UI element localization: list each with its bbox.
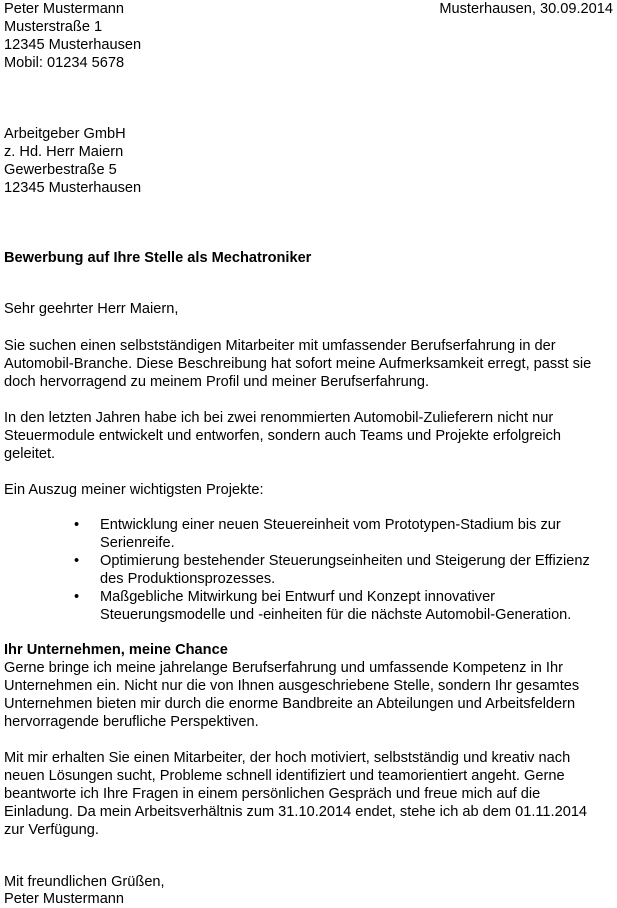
paragraph-line: Sie suchen einen selbstständigen Mitarbeiter mit umfassender Berufserfahrung in der — [4, 338, 556, 354]
sender-city: 12345 Musterhausen — [4, 37, 142, 53]
recipient-street: Gewerbestraße 5 — [4, 162, 117, 178]
paragraph-line: Unternehmen bieten mir durch die enorme Bandbreite an Abteilungen und Arbeitsfeldern — [4, 696, 576, 712]
recipient-company: Arbeitgeber GmbH — [4, 126, 126, 142]
signature-name: Peter Mustermann — [4, 891, 125, 907]
paragraph-line: hervorragende berufliche Perspektiven. — [4, 714, 259, 730]
bullet-icon: • — [74, 517, 80, 533]
list-item-text: Maßgebliche Mitwirkung bei Entwurf und Konzept innovativer — [100, 589, 496, 605]
recipient-city: 12345 Musterhausen — [4, 180, 142, 196]
paragraph-line: Automobil-Branche. Diese Beschreibung hat sofort meine Aufmerksamkeit erregt, passt sie — [4, 356, 592, 372]
salutation: Sehr geehrter Herr Maiern, — [4, 301, 179, 317]
list-item-text: Entwicklung einer neuen Steuereinheit vom Prototypen-Stadium bis zur — [100, 517, 561, 533]
paragraph-line: Steuermodule entwickelt und entworfen, sondern auch Teams und Projekte erfolgreich — [4, 428, 562, 444]
list-item-text: Optimierung bestehender Steuerungseinheiten und Steigerung der Effizienz — [100, 553, 590, 569]
subject-line: Bewerbung auf Ihre Stelle als Mechatroniker — [4, 250, 312, 266]
paragraph-line: geleitet. — [4, 446, 56, 462]
paragraph-line: Einladung. Da mein Arbeitsverhältnis zum 31.10.2014 endet, stehe ich ab dem 01.11.2014 — [4, 804, 588, 820]
sender-street: Musterstraße 1 — [4, 19, 103, 35]
sender-name: Peter Mustermann — [4, 1, 125, 17]
section-heading: Ihr Unternehmen, meine Chance — [4, 642, 228, 658]
paragraph-line: beantworte ich Ihre Fragen in einem persönlichen Gespräch und freue mich auf die — [4, 786, 541, 802]
recipient-attention: z. Hd. Herr Maiern — [4, 144, 124, 160]
paragraph-line: In den letzten Jahren habe ich bei zwei renommierten Automobil-Zulieferern nicht nur — [4, 410, 554, 426]
projects-intro: Ein Auszug meiner wichtigsten Projekte: — [4, 482, 264, 498]
letter-date: Musterhausen, 30.09.2014 — [439, 1, 613, 17]
paragraph-line: zur Verfügung. — [4, 822, 99, 838]
bullet-icon: • — [74, 553, 80, 569]
sender-phone: Mobil: 01234 5678 — [4, 55, 125, 71]
paragraph-line: doch hervorragend zu meinem Profil und meiner Berufserfahrung. — [4, 374, 430, 390]
paragraph-line: Gerne bringe ich meine jahrelange Berufserfahrung und umfassende Kompetenz in Ihr — [4, 660, 563, 676]
paragraph-line: Mit mir erhalten Sie einen Mitarbeiter, der hoch motiviert, selbstständig und kreativ nach — [4, 750, 571, 766]
paragraph-line: Unternehmen ein. Nicht nur die von Ihnen ausgeschriebene Stelle, sondern Ihr gesamtes — [4, 678, 580, 694]
list-item-text: des Produktionsprozesses. — [100, 571, 276, 587]
list-item-text: Serienreife. — [100, 535, 175, 551]
paragraph-line: neuen Lösungen sucht, Probleme schnell identifiziert und teamorientiert angeht. Gerne — [4, 768, 565, 784]
list-item-text: Steuerungsmodelle und -einheiten für die nächste Automobil-Generation. — [100, 607, 572, 623]
closing: Mit freundlichen Grüßen, — [4, 874, 165, 890]
bullet-icon: • — [74, 589, 80, 605]
